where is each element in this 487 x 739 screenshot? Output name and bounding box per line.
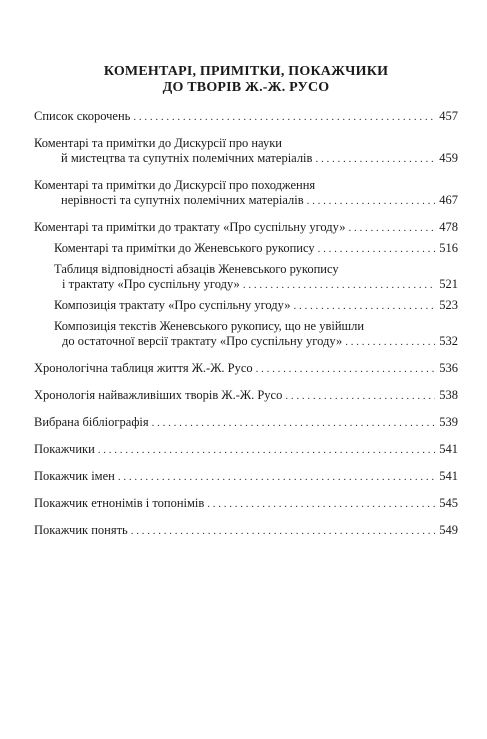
- toc-entry-line: [34, 334, 458, 350]
- page-number: 549: [439, 523, 458, 537]
- toc-entry-line: [34, 388, 458, 404]
- dot-leader: [293, 299, 435, 314]
- toc-entry-line: [34, 319, 458, 334]
- toc-entry-title: Покажчики: [34, 442, 95, 456]
- toc-entry-line: [34, 523, 458, 539]
- toc-entry-title: нерівності та супутніх полемічних матеріалів: [61, 193, 304, 207]
- page-number: 516: [439, 241, 458, 255]
- toc-entry-title: Композиція текстів Женевського рукопису, що не увійшли: [54, 319, 365, 333]
- toc-subentry[interactable]: [34, 319, 458, 350]
- toc-subentry[interactable]: [34, 262, 458, 293]
- page-number: 478: [439, 220, 458, 234]
- toc-subentry[interactable]: [34, 241, 458, 257]
- toc-entry-line: [34, 277, 458, 293]
- toc-entry-title: Покажчик етнонімів і топонімів: [34, 496, 205, 510]
- toc-entry-title: Покажчик понять: [34, 523, 128, 537]
- page-number: 459: [439, 151, 458, 165]
- toc-entry[interactable]: [34, 361, 458, 377]
- dot-leader: [243, 278, 435, 293]
- page-title: [34, 64, 458, 96]
- toc-entry[interactable]: [34, 388, 458, 404]
- dot-leader: [315, 152, 435, 167]
- toc-entry-title: Композиція трактату «Про суспільну угоду»: [54, 298, 291, 312]
- toc-entry[interactable]: [34, 496, 458, 512]
- toc-entry[interactable]: [34, 523, 458, 539]
- title-line-1: КОМЕНТАРІ, ПРИМІТКИ, ПОКАЖЧИКИ: [103, 64, 389, 79]
- dot-leader: [307, 194, 435, 209]
- toc-entry-line: [34, 193, 458, 209]
- page-number: 523: [439, 298, 458, 312]
- toc-entry-title: Список скорочень: [34, 109, 131, 123]
- page-number: 541: [439, 469, 458, 483]
- toc-entry-line: [34, 220, 458, 236]
- page-number: 539: [439, 415, 458, 429]
- dot-leader: [118, 470, 435, 485]
- toc-entry-line: [34, 136, 458, 151]
- toc-entry-line: [34, 241, 458, 257]
- dot-leader: [152, 416, 435, 431]
- dot-leader: [285, 389, 435, 404]
- table-of-contents: [34, 109, 458, 539]
- toc-entry-line: [34, 442, 458, 458]
- toc-entry-line: [34, 178, 458, 193]
- dot-leader: [98, 443, 435, 458]
- toc-entry-title: Хронологічна таблиця життя Ж.-Ж. Русо: [34, 361, 253, 375]
- page-number: 538: [439, 388, 458, 402]
- toc-entry[interactable]: [34, 220, 458, 236]
- page-number: 532: [439, 334, 458, 348]
- dot-leader: [318, 242, 435, 257]
- toc-entry[interactable]: [34, 109, 458, 125]
- toc-page: [34, 64, 458, 539]
- toc-entry-title: до остаточної версії трактату «Про суспільну угоду»: [62, 334, 343, 348]
- toc-subentry[interactable]: [34, 298, 458, 314]
- toc-entry-title: Коментарі та примітки до Женевського рукопису: [54, 241, 315, 255]
- dot-leader: [256, 362, 435, 377]
- toc-entry-title: й мистецтва та супутніх полемічних матеріалів: [61, 151, 313, 165]
- page-number: 457: [439, 109, 458, 123]
- toc-entry-line: [34, 109, 458, 125]
- dot-leader: [207, 497, 435, 512]
- toc-entry[interactable]: [34, 136, 458, 167]
- dot-leader: [345, 335, 435, 350]
- toc-entry-line: [34, 469, 458, 485]
- toc-entry-title: Покажчик імен: [34, 469, 115, 483]
- toc-entry-title: Таблиця відповідності абзаців Женевського рукопису: [54, 262, 339, 276]
- page-number: 541: [439, 442, 458, 456]
- dot-leader: [348, 221, 435, 236]
- page-number: 545: [439, 496, 458, 510]
- page-number: 521: [439, 277, 458, 291]
- dot-leader: [131, 524, 435, 539]
- toc-entry-line: [34, 151, 458, 167]
- toc-entry[interactable]: [34, 415, 458, 431]
- toc-entry-title: Вибрана бібліографія: [34, 415, 149, 429]
- toc-entry-title: Коментарі та примітки до трактату «Про суспільну угоду»: [34, 220, 346, 234]
- toc-entry-title: Коментарі та примітки до Дискурсії про науки: [34, 136, 282, 150]
- title-line-2: ДО ТВОРІВ Ж.-Ж. РУСО: [162, 80, 330, 95]
- toc-entry-title: Хронологія найважливіших творів Ж.-Ж. Русо: [34, 388, 283, 402]
- dot-leader: [133, 110, 435, 125]
- page-number: 467: [439, 193, 458, 207]
- toc-entry[interactable]: [34, 442, 458, 458]
- toc-entry-line: [34, 361, 458, 377]
- toc-entry-line: [34, 298, 458, 314]
- toc-entry[interactable]: [34, 178, 458, 209]
- toc-entry-line: [34, 415, 458, 431]
- toc-entry-line: [34, 496, 458, 512]
- toc-entry-title: і трактату «Про суспільну угоду»: [62, 277, 240, 291]
- toc-entry-title: Коментарі та примітки до Дискурсії про походження: [34, 178, 316, 192]
- toc-entry-line: [34, 262, 458, 277]
- toc-entry[interactable]: [34, 469, 458, 485]
- page-number: 536: [439, 361, 458, 375]
